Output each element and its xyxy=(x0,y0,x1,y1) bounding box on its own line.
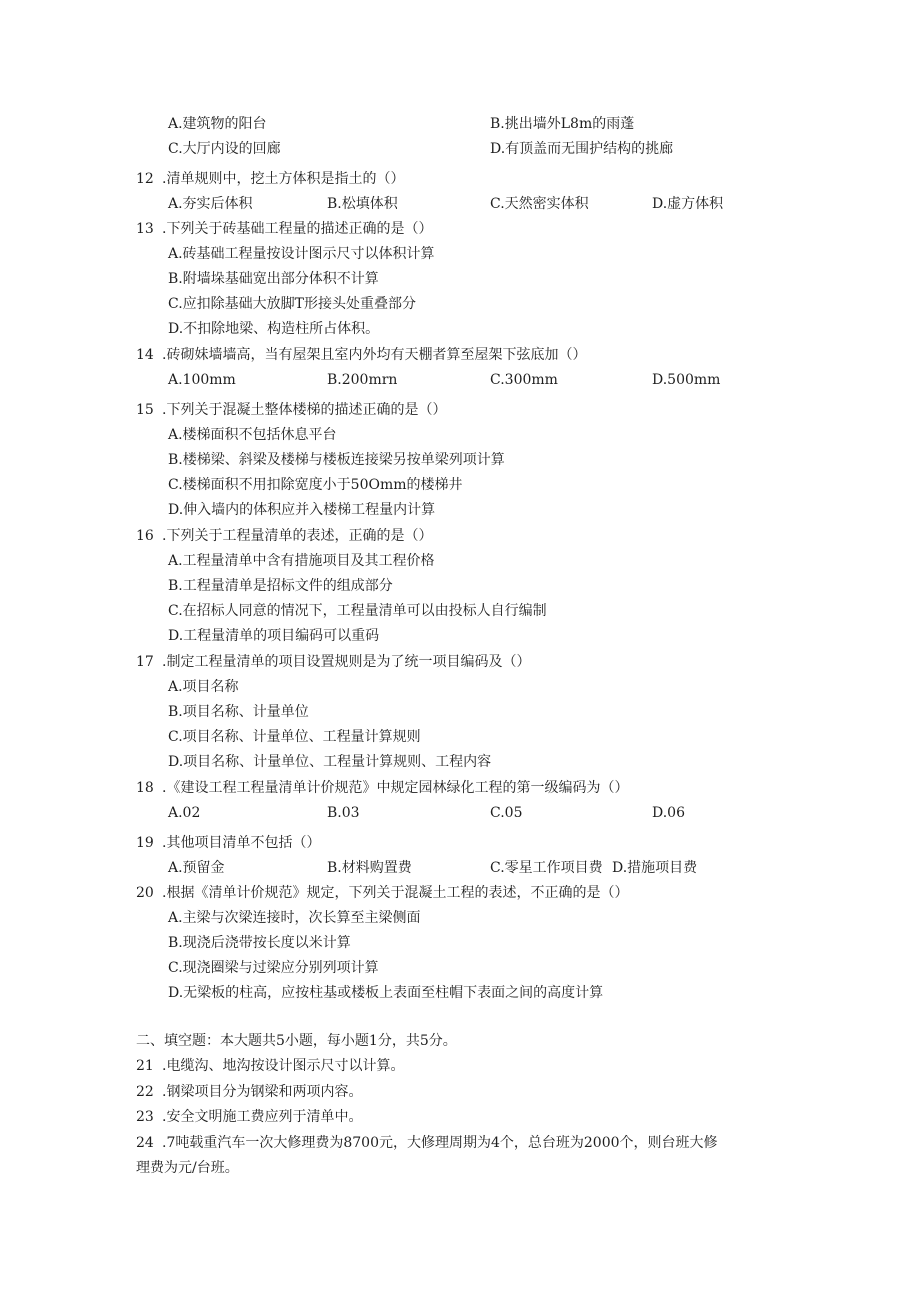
q12-option-c: C.天然密实体积 xyxy=(490,196,589,212)
q17-stem: .制定工程量清单的项目设置规则是为了统一项目编码及（） xyxy=(162,654,531,670)
q18-option-a: A.02 xyxy=(168,805,201,821)
q19-option-b: B.材料购置费 xyxy=(327,860,412,876)
q23-number: 23 xyxy=(136,1109,154,1125)
q13-number: 13 xyxy=(136,221,154,237)
q15-number: 15 xyxy=(136,402,154,418)
q16-option-b: B.工程量清单是招标文件的组成部分 xyxy=(168,578,393,594)
q16-option-c: C.在招标人同意的情况下，工程量清单可以由投标人自行编制 xyxy=(168,603,547,619)
q18-option-c: C.05 xyxy=(490,805,523,821)
q14-stem: .砖砌妹墙墙高，当有屋架且室内外均有天棚者算至屋架下弦底加（） xyxy=(162,347,587,363)
q16-stem: .下列关于工程量清单的表述，正确的是（） xyxy=(162,528,433,544)
q13-option-c: C.应扣除基础大放脚T形接头处重叠部分 xyxy=(168,296,416,312)
q12-option-d: D.虚方体积 xyxy=(652,196,724,212)
q15-option-d: D.伸入墙内的体积应并入楼梯工程量内计算 xyxy=(168,502,436,518)
q19-option-a: A.预留金 xyxy=(168,860,225,876)
q20-option-d: D.无梁板的柱高，应按柱基或楼板上表面至柱帽下表面之间的高度计算 xyxy=(168,985,604,1001)
q14-option-d: D.500mm xyxy=(652,372,721,388)
q14-option-b: B.200mrn xyxy=(327,372,398,388)
q12-stem: .清单规则中，挖土方体积是指土的（） xyxy=(162,171,405,187)
q20-option-a: A.主梁与次梁连接时，次长算至主梁侧面 xyxy=(168,910,421,926)
q21-stem: .电缆沟、地沟按设计图示尺寸以计算。 xyxy=(162,1058,405,1074)
q15-option-b: B.楼梯梁、斜梁及楼梯与楼板连接梁另按单梁列项计算 xyxy=(168,452,505,468)
q23-stem: .安全文明施工费应列于清单中。 xyxy=(162,1109,363,1125)
q13-option-a: A.砖基础工程量按设计图示尺寸以体积计算 xyxy=(168,246,435,262)
q11-option-b: B.挑出墙外L8m的雨蓬 xyxy=(490,116,635,132)
q17-number: 17 xyxy=(136,654,154,670)
q19-number: 19 xyxy=(136,835,154,851)
q18-number: 18 xyxy=(136,780,154,796)
q20-number: 20 xyxy=(136,885,154,901)
q20-option-b: B.现浇后浇带按长度以米计算 xyxy=(168,935,351,951)
q19-option-d: D.措施项目费 xyxy=(612,860,698,876)
q16-option-a: A.工程量清单中含有措施项目及其工程价格 xyxy=(168,553,435,569)
q11-option-c: C.大厅内设的回廊 xyxy=(168,141,281,157)
q14-option-a: A.100mm xyxy=(168,372,236,388)
q11-option-a: A.建筑物的阳台 xyxy=(168,116,267,132)
q15-option-c: C.楼梯面积不用扣除宽度小于50Omm的楼梯井 xyxy=(168,477,463,493)
q18-option-d: D.06 xyxy=(652,805,685,821)
q16-option-d: D.工程量清单的项目编码可以重码 xyxy=(168,628,380,644)
q17-option-d: D.项目名称、计量单位、工程量计算规则、工程内容 xyxy=(168,754,492,770)
q13-option-b: B.附墙垛基础宽出部分体积不计算 xyxy=(168,271,379,287)
q20-stem: .根据《清单计价规范》规定，下列关于混凝土工程的表述，不正确的是（） xyxy=(162,885,629,901)
q12-number: 12 xyxy=(136,171,154,187)
q12-option-a: A.夯实后体积 xyxy=(168,196,253,212)
q13-stem: .下列关于砖基础工程量的描述正确的是（） xyxy=(162,221,433,237)
q18-stem: .《建设工程工程量清单计价规范》中规定园林绿化工程的第一级编码为（） xyxy=(162,780,629,796)
q19-option-c: C.零星工作项目费 xyxy=(490,860,603,876)
q15-option-a: A.楼梯面积不包括休息平台 xyxy=(168,427,337,443)
q14-option-c: C.300mm xyxy=(490,372,558,388)
q21-number: 21 xyxy=(136,1058,154,1074)
q19-stem: .其他项目清单不包括（） xyxy=(162,835,321,851)
q17-option-b: B.项目名称、计量单位 xyxy=(168,704,309,720)
q24-number: 24 xyxy=(136,1135,154,1151)
q24-stem-continuation: 理费为元/台班。 xyxy=(136,1160,239,1176)
q17-option-c: C.项目名称、计量单位、工程量计算规则 xyxy=(168,729,421,745)
q16-number: 16 xyxy=(136,528,154,544)
q18-option-b: B.03 xyxy=(327,805,360,821)
q22-number: 22 xyxy=(136,1084,154,1100)
q24-stem: .7吨载重汽车一次大修理费为8700元，大修理周期为4个，总台班为2000个，则台班大修 xyxy=(162,1135,718,1151)
q15-stem: .下列关于混凝土整体楼梯的描述正确的是（） xyxy=(162,402,447,418)
q20-option-c: C.现浇圈梁与过梁应分别列项计算 xyxy=(168,960,379,976)
q22-stem: .钢梁项目分为钢梁和两项内容。 xyxy=(162,1084,363,1100)
q17-option-a: A.项目名称 xyxy=(168,679,239,695)
q11-option-d: D.有顶盖而无围护结构的挑廊 xyxy=(490,141,674,157)
q12-option-b: B.松填体积 xyxy=(327,196,398,212)
q13-option-d: D.不扣除地梁、构造柱所占体积。 xyxy=(168,321,380,337)
q14-number: 14 xyxy=(136,347,154,363)
section-2-heading: 二、填空题：本大题共5小题，每小题1分，共5分。 xyxy=(136,1033,457,1049)
